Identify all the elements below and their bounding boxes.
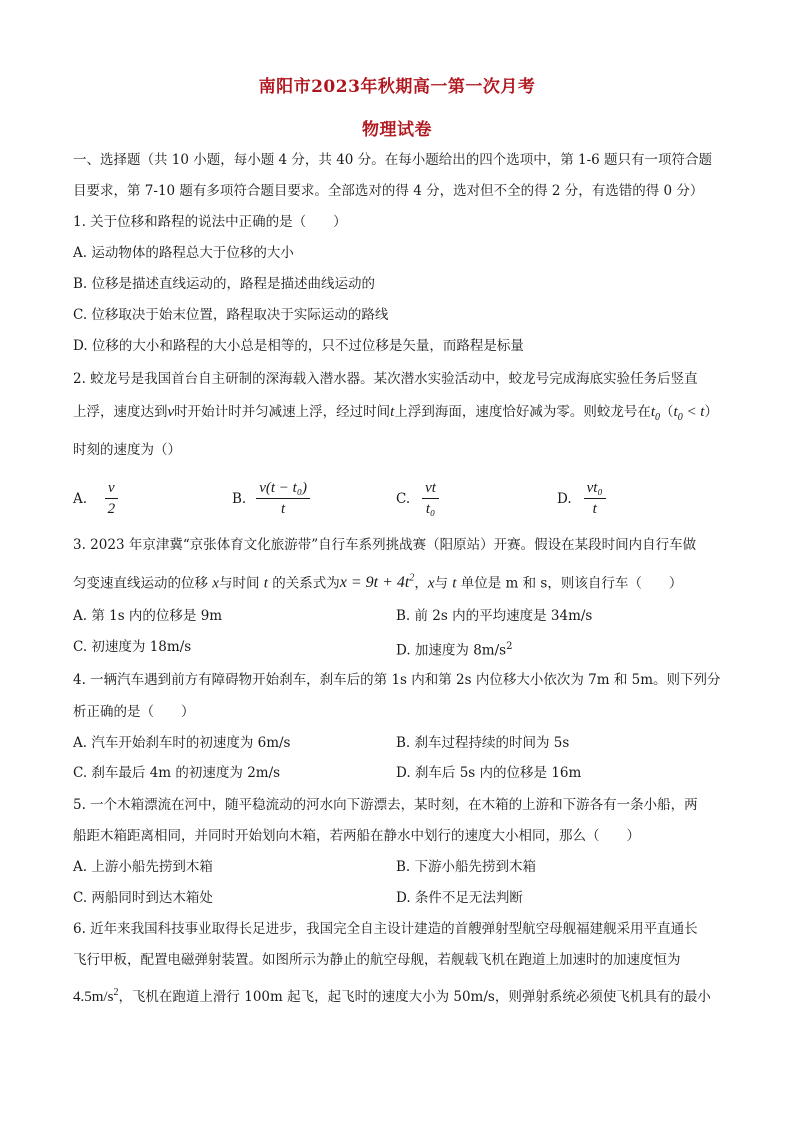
q3-text-d: ， <box>414 575 428 592</box>
q6-line1: 6. 近年来我国科技事业取得长足进步，我国完全自主设计建造的首艘弹射型航空母舰福建舰采用平直通长 <box>73 921 698 937</box>
q2-option-d-label: D. <box>557 490 572 507</box>
q2-var-t: t <box>390 404 395 420</box>
q2-text-b: 时开始计时并匀减速上浮，经过时间 <box>174 404 391 420</box>
q4-option-a: A. 汽车开始刹车时的初速度为 6m/s <box>73 735 291 751</box>
q2-option-d <box>557 480 606 517</box>
q2-line1: 2. 蛟龙号是我国首台自主研制的深海载入潜水器。某次潜水实验活动中，蛟龙号完成海底实验任务后竖直 <box>73 371 698 387</box>
q3-option-d: D. 加速度为 $8m/s^2$ <box>396 641 513 659</box>
q2-cond-open: （ <box>660 404 674 420</box>
q3-option-b: B. 前 2s 内的平均速度是 34m/s <box>396 608 593 624</box>
q2-option-c-label: C. <box>396 490 411 507</box>
section-instructions-line2: 目要求，第 7-10 题有多项符合题目要求。全部选对的得 4 分，选对但不全的得 2 分，有选错的得 0 分） <box>73 183 704 199</box>
q3-var-t: t <box>263 575 268 592</box>
q5-option-b: B. 下游小船先捞到木箱 <box>396 859 537 875</box>
q2-option-b <box>232 480 310 517</box>
q2-option-b-denominator: t <box>281 501 286 517</box>
q3-text-a: 匀变速直线运动的位移 <box>73 575 213 592</box>
q2-option-d-numerator: vt₀ <box>584 480 606 499</box>
q1-option-a: A. 运动物体的路程总大于位移的大小 <box>73 245 294 261</box>
q5-line2: 船距木箱距离相同，并同时开始划向木箱，若两船在静水中划行的速度大小相同，那么（ ） <box>73 828 640 844</box>
exam-subtitle: 物理试卷 <box>362 120 432 140</box>
q1-stem: 1. 关于位移和路程的说法中正确的是（ ） <box>73 214 347 230</box>
q2-option-b-label: B. <box>232 490 247 507</box>
q6-line2: 飞行甲板，配置电磁弹射装置。如图所示为静止的航空母舰，若舰载飞机在跑道上加速时的加速度恒为 <box>73 952 681 968</box>
q5-option-a: A. 上游小船先捞到木箱 <box>73 859 213 875</box>
q2-var-t0: $t_0$ <box>650 404 661 423</box>
q5-option-c: C. 两船同时到达木箱处 <box>73 890 213 906</box>
exam-title: 南阳市2023年秋期高一第一次月考 <box>258 77 536 97</box>
q3-option-c: C. 初速度为 18m/s <box>73 639 192 655</box>
q3-text-f: 与 <box>434 575 453 592</box>
q3-var-x: x <box>212 575 219 592</box>
q2-var-v: v <box>167 404 175 420</box>
q2-line2 <box>73 402 733 428</box>
q2-option-d-denominator: t <box>592 501 597 517</box>
q1-option-b: B. 位移是描述直线运动的，路程是描述曲线运动的 <box>73 276 376 292</box>
q3-line2 <box>73 569 733 593</box>
q2-option-c <box>396 480 439 517</box>
q4-option-c: C. 刹车最后 4m 的初速度为 2m/s <box>73 765 281 781</box>
q3-var-t2: t <box>452 575 457 592</box>
q2-option-a-denominator: 2 <box>107 501 116 517</box>
q1-option-d: D. 位移的大小和路程的大小总是相等的，只不过位移是矢量，而路程是标量 <box>73 338 524 354</box>
q2-option-a-numerator: v <box>105 480 118 499</box>
q2-option-c-denominator: t₀ <box>425 501 436 517</box>
q3-formula: $x = 9t + 4t^2$ <box>339 573 415 592</box>
q2-option-c-numerator: vt <box>422 480 439 499</box>
q2-text-a: 上浮，速度达到 <box>73 404 168 420</box>
q2-option-a <box>73 480 118 517</box>
q3-text-h: 单位是 m 和 s，则该自行车（ ） <box>456 575 683 592</box>
q4-option-d: D. 刹车后 5s 内的位移是 16m <box>396 765 582 781</box>
q3-var-x2: x <box>427 575 435 592</box>
q3-option-a: A. 第 1s 内的位移是 9m <box>73 608 223 624</box>
q4-option-b: B. 刹车过程持续的时间为 5s <box>396 735 570 751</box>
q1-option-c: C. 位移取决于始末位置，路程取决于实际运动的路线 <box>73 307 389 323</box>
q2-line3: 时刻的速度为（） <box>73 442 181 458</box>
q2-option-b-numerator: v(t − t₀) <box>256 480 310 499</box>
q6-text-b: ，飞机在跑道上滑行 100m 起飞，起飞时的速度大小为 50m/s，则弹射系统必须使飞机具有的最小 <box>118 989 711 1005</box>
q4-line1: 4. 一辆汽车遇到前方有障碍物开始刹车，刹车后的第 1s 内和第 2s 内位移大小依次为 7m 和 5m。则下列分 <box>73 672 721 688</box>
q5-option-d: D. 条件不足无法判断 <box>396 890 523 906</box>
q2-text-c: 上浮到海面，速度恰好减为零。则蛟龙号在 <box>394 404 651 420</box>
q3-text-b: 与时间 <box>218 575 264 592</box>
q2-cond-close: ） <box>704 404 718 420</box>
q6-acceleration: $4.5m/s^2$ <box>73 987 119 1005</box>
q5-line1: 5. 一个木箱漂流在河中，随平稳流动的河水向下游漂去，某时刻，在木箱的上游和下游各有一条小船，两 <box>73 797 698 813</box>
q4-line2: 析正确的是（ ） <box>73 704 195 720</box>
q3-text-c: 的关系式为 <box>267 575 340 592</box>
q2-option-a-label: A. <box>73 490 88 507</box>
q2-condition: $t_0 < t$ <box>673 404 705 423</box>
q3-line1: 3. 2023 年京津冀“京张体育文化旅游带”自行车系列挑战赛（阳原站）开赛。假设在某段时间内自行车做 <box>73 537 697 553</box>
section-instructions-line1: 一、选择题（共 10 小题，每小题 4 分，共 40 分。在每小题给出的四个选项中，第 1-6 题只有一项符合题 <box>73 152 713 168</box>
q6-line3 <box>73 983 733 1007</box>
